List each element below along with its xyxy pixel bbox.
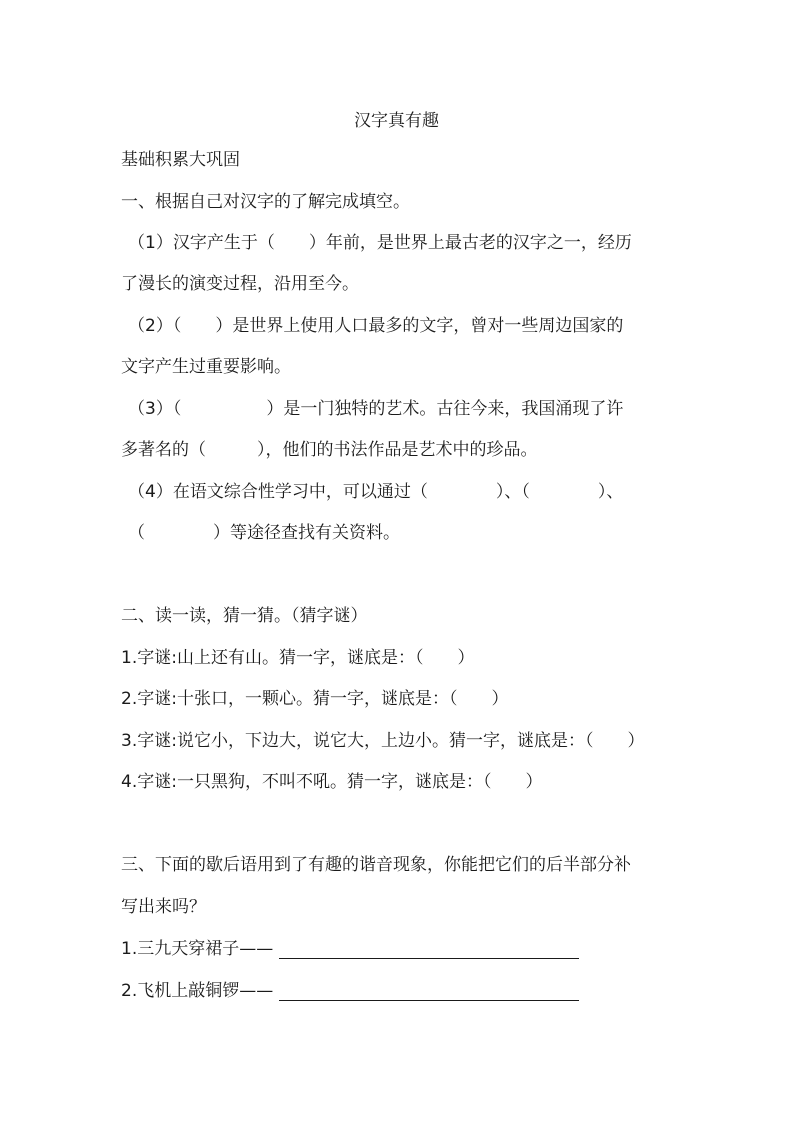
xiehouyu-item-2 xyxy=(121,981,579,1001)
riddle-item-1: 1.字谜:山上还有山。猜一字，谜底是：（ ） xyxy=(121,648,475,668)
section2-heading: 二、读一读，猜一猜。（猜字谜） xyxy=(121,606,368,626)
section1-q1-line1: （1）汉字产生于（ ）年前，是世界上最古老的汉字之一，经历 xyxy=(128,233,632,253)
answer-blank-1[interactable] xyxy=(279,942,579,959)
xiehouyu-item-2-text: 2.飞机上敲铜锣—— xyxy=(121,981,274,1001)
section1-q4-line2: （ ）等途径查找有关资料。 xyxy=(128,523,400,543)
answer-blank-2[interactable] xyxy=(279,984,579,1001)
section1-q3-line2: 多著名的（ ），他们的书法作品是艺术中的珍品。 xyxy=(121,440,538,460)
section1-q4-line1: （4）在语文综合性学习中，可以通过（ ）、（ ）、 xyxy=(128,482,624,502)
section3-heading-line2: 写出来吗？ xyxy=(121,897,206,917)
section1-q1-line2: 了漫长的演变过程，沿用至今。 xyxy=(121,274,359,294)
section1-q2-line1: （2）（ ）是世界上使用人口最多的文字，曾对一些周边国家的 xyxy=(128,316,624,336)
section1-q2-line2: 文字产生过重要影响。 xyxy=(121,357,291,377)
riddle-item-3: 3.字谜:说它小，下边大，说它大，上边小。猜一字，谜底是：（ ） xyxy=(121,731,645,751)
xiehouyu-item-1-text: 1.三九天穿裙子—— xyxy=(121,939,274,959)
subtitle: 基础积累大巩固 xyxy=(121,150,240,170)
riddle-item-2: 2.字谜:十张口，一颗心。猜一字，谜底是：（ ） xyxy=(121,689,509,709)
xiehouyu-item-1 xyxy=(121,939,579,959)
page-title: 汉字真有趣 xyxy=(354,111,439,131)
section3-heading-line1: 三、下面的歇后语用到了有趣的谐音现象，你能把它们的后半部分补 xyxy=(121,855,631,875)
riddle-item-4: 4.字谜:一只黑狗，不叫不吼。猜一字，谜底是：（ ） xyxy=(121,772,543,792)
section1-q3-line1: （3）（ ）是一门独特的艺术。古往今来，我国涌现了许 xyxy=(128,399,624,419)
section1-heading: 一、根据自己对汉字的了解完成填空。 xyxy=(121,192,410,212)
